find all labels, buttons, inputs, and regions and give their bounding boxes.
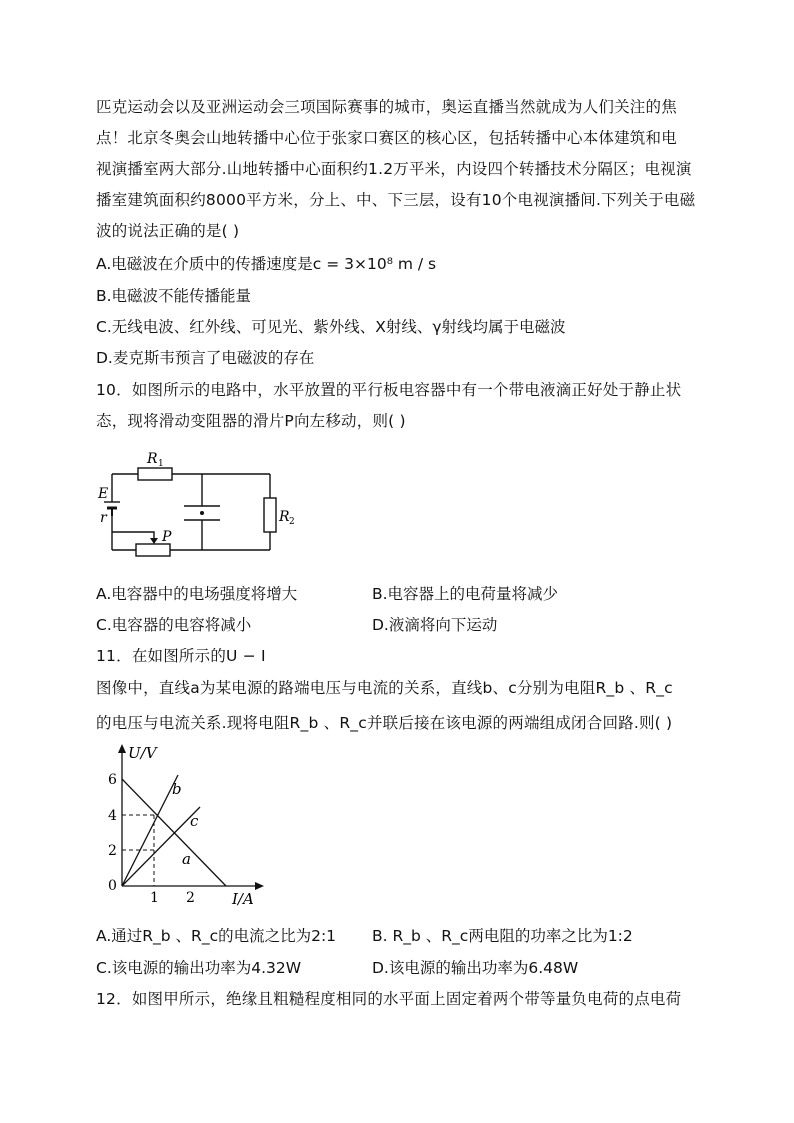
graph-line-b — [122, 775, 178, 886]
q10-option-b: B.电容器上的电荷量将减少 — [372, 585, 559, 603]
q9-line-4: 播室建筑面积约8000平方米，分上、中、下三层，设有10个电视演播间.下列关于电磁 — [96, 191, 696, 209]
q9-line-2: 点！北京冬奥会山地转播中心位于张家口赛区的核心区，包括转播中心本体建筑和电 — [96, 129, 677, 147]
resistor-r1 — [138, 468, 172, 480]
q12-line-1: 12．如图甲所示，绝缘且粗糙程度相同的水平面上固定着两个带等量负电荷的点电荷 — [96, 990, 682, 1008]
label-r1-sub: 1 — [158, 459, 164, 469]
q10-line-1: 10．如图所示的电路中，水平放置的平行板电容器中有一个带电液滴正好处于静止状 — [96, 381, 682, 399]
x-tick-2: 2 — [186, 890, 195, 906]
circuit-diagram — [92, 446, 296, 562]
label-r2: R — [279, 509, 290, 525]
q10-line-2: 态，现将滑动变阻器的滑片P向左移动，则( ) — [96, 412, 406, 430]
label-p: P — [162, 529, 172, 545]
label-r2-sub: 2 — [289, 517, 295, 527]
q9-line-3: 视演播室两大部分.山地转播中心面积约1.2万平米，内设四个转播技术分隔区；电视演 — [96, 160, 692, 178]
y-axis-label: U/V — [128, 744, 157, 762]
label-e: E — [98, 486, 109, 502]
charged-droplet — [200, 511, 204, 515]
x-tick-1: 1 — [150, 890, 159, 906]
resistor-r2 — [264, 498, 276, 532]
q11-line-3: 的电压与电流关系.现将电阻R_b 、R_c并联后接在该电源的两端组成闭合回路.则( ) — [96, 714, 673, 732]
q11-option-d: D.该电源的输出功率为6.48W — [372, 959, 579, 977]
y-tick-4: 4 — [108, 808, 117, 824]
q9-option-a: A.电磁波在介质中的传播速度是c = 3×10⁸ m / s — [96, 255, 437, 273]
y-tick-2: 2 — [108, 843, 117, 859]
q9-option-c: C.无线电波、红外线、可见光、紫外线、X射线、γ射线均属于电磁波 — [96, 318, 566, 336]
q11-option-c: C.该电源的输出功率为4.32W — [96, 959, 302, 977]
q10-option-a: A.电容器中的电场强度将增大 — [96, 585, 298, 603]
label-r: r — [100, 510, 107, 526]
q9-line-5: 波的说法正确的是( ) — [96, 222, 240, 240]
y-tick-0: 0 — [108, 878, 117, 894]
q11-line-1: 11．在如图所示的U − I — [96, 647, 266, 665]
q9-option-d: D.麦克斯韦预言了电磁波的存在 — [96, 349, 315, 367]
q9-option-b: B.电磁波不能传播能量 — [96, 287, 252, 305]
label-r1: R — [147, 451, 158, 467]
line-label-c: c — [190, 812, 199, 830]
rheostat — [136, 544, 170, 556]
q10-option-c: C.电容器的电容将减小 — [96, 616, 252, 634]
q10-option-d: D.液滴将向下运动 — [372, 616, 498, 634]
q9-line-1: 匹克运动会以及亚洲运动会三项国际赛事的城市，奥运直播当然就成为人们关注的焦 — [96, 98, 677, 116]
ui-graph — [100, 742, 280, 908]
line-label-b: b — [172, 780, 182, 798]
q11-option-b: B. R_b 、R_c两电阻的功率之比为1:2 — [372, 927, 633, 945]
x-axis-label: I/A — [232, 890, 254, 908]
q11-option-a: A.通过R_b 、R_c的电流之比为2:1 — [96, 927, 337, 945]
line-label-a: a — [182, 850, 191, 868]
q11-line-2: 图像中，直线a为某电源的路端电压与电流的关系，直线b、c分别为电阻R_b 、R_c — [96, 679, 673, 697]
y-tick-6: 6 — [108, 772, 117, 788]
